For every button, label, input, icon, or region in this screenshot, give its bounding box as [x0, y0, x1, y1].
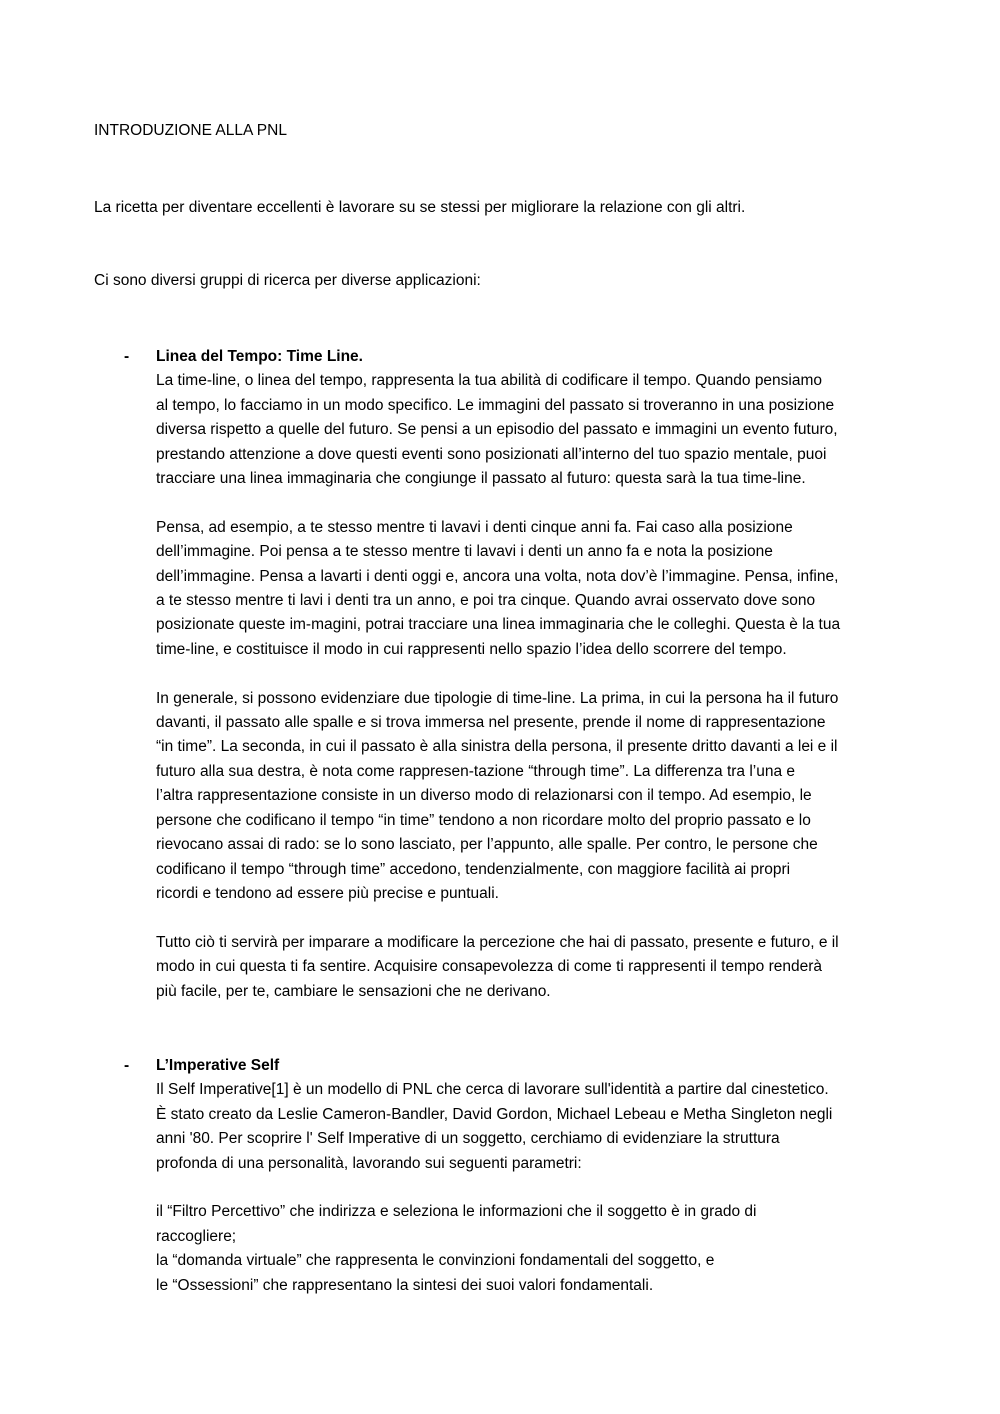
- text-line: le “Ossessioni” che rappresentano la sintesi dei suoi valori fondamentali.: [156, 1276, 654, 1294]
- text-line: il “Filtro Percettivo” che indirizza e seleziona le informazioni che il soggetto è in grado di: [156, 1203, 757, 1221]
- text-line: diversa rispetto a quelle del futuro. Se pensi a un episodio del passato e immagini un evento futuro,: [156, 421, 838, 439]
- text-line: prestando attenzione a dove questi eventi sono posizionati all’interno del tuo spazio mentale, puoi: [156, 445, 827, 463]
- body-paragraph: [156, 1078, 916, 1176]
- body-paragraph: [156, 931, 916, 1004]
- text-line: È stato creato da Leslie Cameron-Bandler, David Gordon, Michael Lebeau e Metha Singleton negli: [156, 1105, 833, 1123]
- text-line: la “domanda virtuale” che rappresenta le convinzioni fondamentali del soggetto, e: [156, 1252, 715, 1270]
- text-line: al tempo, lo facciamo in un modo specifico. Le immagini del passato si troveranno in una posizione: [156, 396, 835, 414]
- groups-intro-paragraph: Ci sono diversi gruppi di ricerca per diverse applicazioni:: [94, 272, 481, 289]
- body-paragraph: [156, 687, 916, 907]
- text-line: dell’immagine. Poi pensa a te stesso mentre ti lavavi i denti un anno fa e nota la posizione: [156, 543, 773, 561]
- text-line: dell’immagine. Pensa a lavarti i denti oggi e, ancora una volta, nota dov’è l’immagine. Pensa, infine,: [156, 567, 839, 585]
- text-line: più facile, per te, cambiare le sensazioni che ne derivano.: [156, 982, 551, 1000]
- text-line: rievocano assai di rado: se lo sono lasciato, per l’appunto, alle spalle. Per contro, le persone che: [156, 836, 818, 854]
- body-paragraph: [156, 516, 916, 662]
- text-line: raccogliere;: [156, 1227, 237, 1245]
- text-line: “in time”. La seconda, in cui il passato è alla sinistra della persona, il presente dritto davanti a lei e il: [156, 738, 838, 756]
- list-bullet: -: [124, 348, 130, 365]
- text-line: time-line, e costituisce il modo in cui rappresenti nello spazio l’idea dello scorrere del tempo.: [156, 640, 787, 658]
- text-line: anni '80. Per scoprire l' Self Imperative di un soggetto, cerchiamo di evidenziare la struttura: [156, 1130, 780, 1148]
- list-item-body: [156, 1054, 916, 1298]
- text-line: tracciare una linea immaginaria che congiunge il passato al futuro: questa sarà la tua time-line.: [156, 470, 806, 488]
- text-line: codificano il tempo “through time” accedono, tendenzialmente, con maggiore facilità ai propri: [156, 860, 791, 878]
- text-line: Pensa, ad esempio, a te stesso mentre ti lavavi i denti cinque anni fa. Fai caso alla posizione: [156, 518, 793, 536]
- text-line: Il Self Imperative[1] è un modello di PNL che cerca di lavorare sull'identità a partire dal cinestetico.: [156, 1081, 829, 1099]
- text-line: La time-line, o linea del tempo, rappresenta la tua abilità di codificare il tempo. Quando pensiamo: [156, 372, 823, 390]
- section-heading: L’Imperative Self: [156, 1057, 280, 1074]
- body-paragraph: [156, 369, 916, 491]
- text-line: a te stesso mentre ti lavi i denti tra un anno, e poi tra cinque. Quando avrai osservato dove sono: [156, 592, 816, 610]
- text-line: Tutto ciò ti servirà per imparare a modificare la percezione che hai di passato, presente e futuro, e il: [156, 933, 839, 951]
- text-line: In generale, si possono evidenziare due tipologie di time-line. La prima, in cui la persona ha il futuro: [156, 689, 839, 707]
- section-heading: Linea del Tempo: Time Line.: [156, 348, 363, 365]
- list-item-body: [156, 345, 916, 1004]
- list-bullet: -: [124, 1057, 130, 1074]
- text-line: modo in cui questa ti fa sentire. Acquisire consapevolezza di come ti rappresenti il tempo renderà: [156, 958, 822, 976]
- text-line: l’altra rappresentazione consiste in un diverso modo di relazionarsi con il tempo. Ad esempio, le: [156, 787, 812, 805]
- text-line: posizionate queste im-magini, potrai tracciare una linea immaginaria che le colleghi. Questa è la tua: [156, 616, 841, 634]
- text-line: persone che codificano il tempo “in time” tendono a non ricordare molto del proprio passato e lo: [156, 811, 811, 829]
- intro-paragraph: La ricetta per diventare eccellenti è lavorare su se stessi per migliorare la relazione con gli altri.: [94, 199, 746, 216]
- text-line: profonda di una personalità, lavorando sui seguenti parametri:: [156, 1154, 582, 1172]
- body-paragraph: [156, 1200, 916, 1298]
- text-line: futuro alla sua destra, è nota come rappresen-tazione “through time”. La differenza tra l’una e: [156, 762, 796, 780]
- text-line: davanti, il passato alle spalle e si trova immersa nel presente, prende il nome di rappresentazione: [156, 714, 826, 732]
- text-line: ricordi e tendono ad essere più precise e puntuali.: [156, 884, 499, 902]
- document-title: INTRODUZIONE ALLA PNL: [94, 122, 287, 139]
